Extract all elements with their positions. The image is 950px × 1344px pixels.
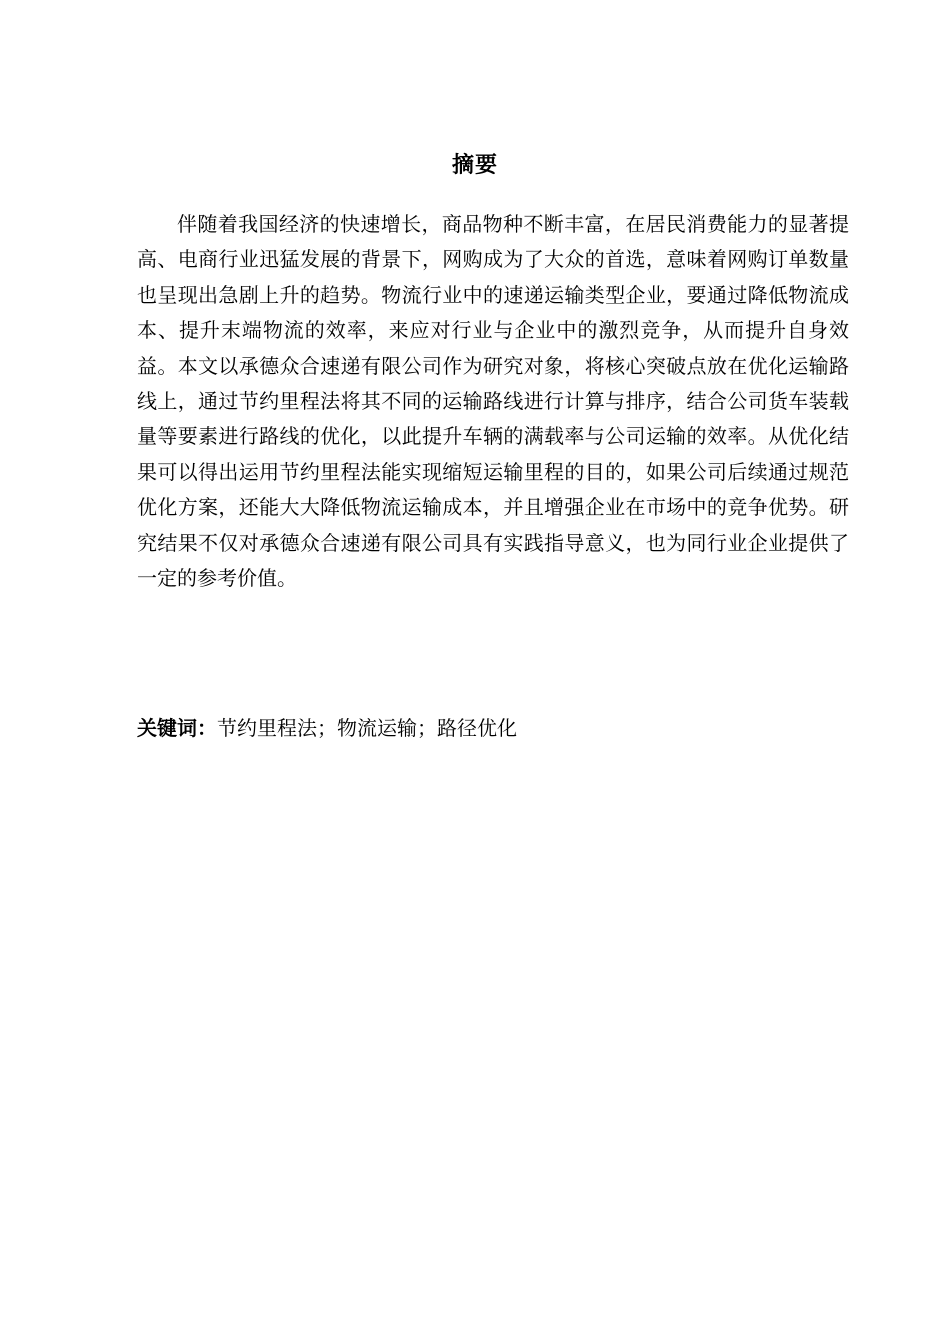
keywords-line bbox=[137, 710, 849, 746]
abstract-body: 伴随着我国经济的快速增长，商品物种不断丰富，在居民消费能力的显著提高、电商行业迅猛发展的背景下，网购成为了大众的首选，意味着网购订单数量也呈现出急剧上升的趋势。物流行业中的速递运输类型企业，要通过降低物流成本、提升末端物流的效率，来应对行业与企业中的激烈竞争，从而提升自身效益。本文以承德众合速递有限公司作为研究对象，将核心突破点放在优化运输路线上，通过节约里程法将其不同的运输路线进行计算与排序，结合公司货车装载量等要素进行路线的优化，以此提升车辆的满载率与公司运输的效率。从优化结果可以得出运用节约里程法能实现缩短运输里程的目的，如果公司后续通过规范优化方案，还能大大降低物流运输成本，并且增强企业在市场中的竞争优势。研究结果不仅对承德众合速递有限公司具有实践指导意义，也为同行业企业提供了一定的参考价值。 bbox=[137, 212, 849, 591]
keywords-text: 节约里程法；物流运输；路径优化 bbox=[217, 716, 517, 740]
keywords-label: 关键词： bbox=[137, 716, 217, 740]
abstract-title: 摘要 bbox=[451, 153, 498, 178]
